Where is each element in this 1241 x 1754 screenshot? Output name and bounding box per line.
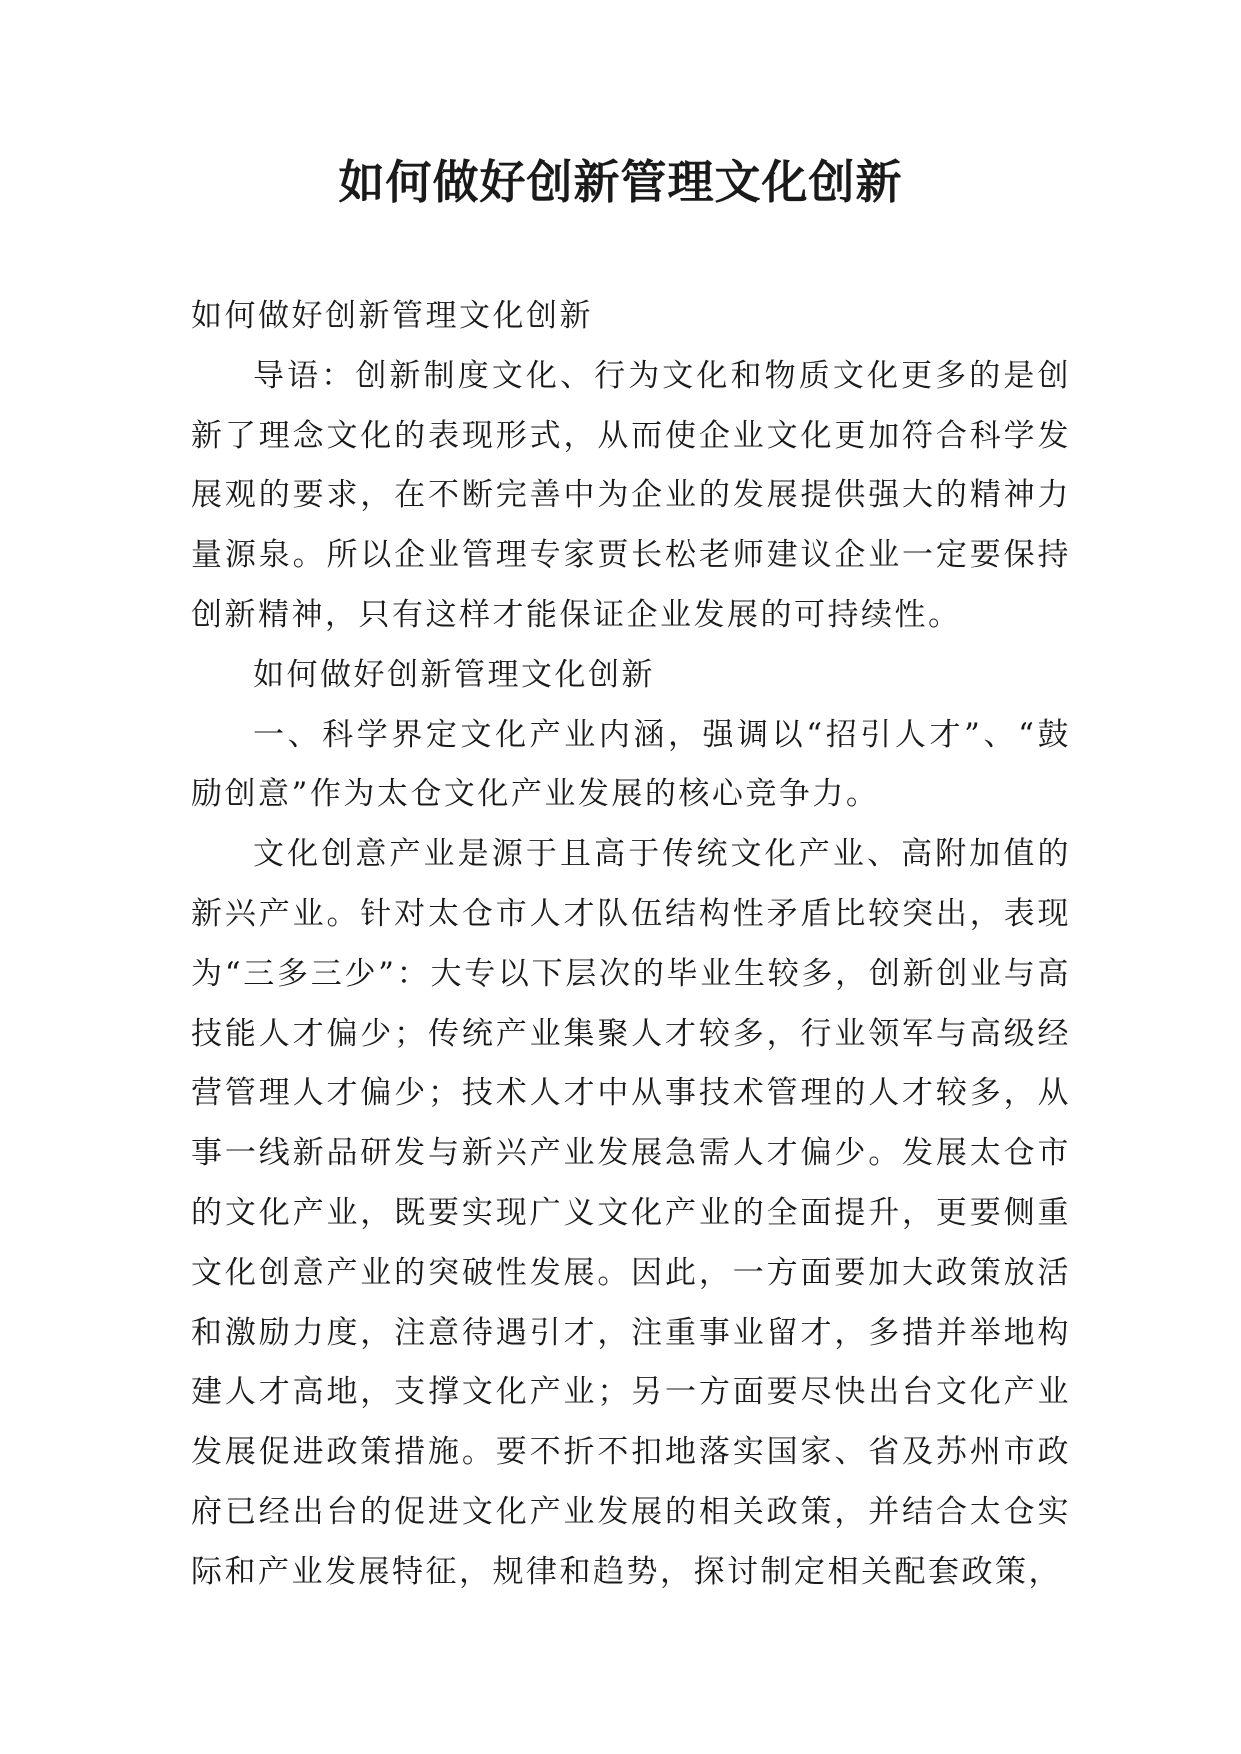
document-body (191, 287, 1071, 1603)
paragraph-section-heading: 如何做好创新管理文化创新 (253, 656, 655, 693)
paragraph-subtitle: 如何做好创新管理文化创新 (191, 298, 593, 334)
paragraph-introduction: 导语：创新制度文化、行为文化和物质文化更多的是创新了理念文化的表现形式，从而使企业文化更加符合科学发展观的要求，在不断完善中为企业的发展提供强大的精神力量源泉。所以企业管理专家贾长松老师建议企业一定要保持创新精神，只有这样才能保证企业发展的可持续性。 (191, 357, 1071, 633)
paragraph-point-one: 一、科学界定文化产业内涵，强调以“招引人才”、“鼓励创意”作为太仓文化产业发展的核心竞争力。 (191, 716, 1071, 813)
paragraph-body: 文化创意产业是源于且高于传统文化产业、高附加值的新兴产业。针对太仓市人才队伍结构性矛盾比较突出，表现为“三多三少”：大专以下层次的毕业生较多，创新创业与高技能人才偏少；传统产业集聚人才较多，行业领军与高级经营管理人才偏少；技术人才中从事技术管理的人才较多，从事一线新品研发与新兴产业发展急需人才偏少。发展太仓市的文化产业，既要实现广义文化产业的全面提升，更要侧重文化创意产业的突破性发展。因此，一方面要加大政策放活和激励力度，注意待遇引才，注重事业留才，多措并举地构建人才高地，支撑文化产业；另一方面要尽快出台文化产业发展促进政策措施。要不折不扣地落实国家、省及苏州市政府已经出台的促进文化产业发展的相关政策，并结合太仓实际和产业发展特征，规律和趋势，探讨制定相关配套政策， (191, 836, 1071, 1590)
document-title: 如何做好创新管理文化创新 (338, 155, 903, 209)
